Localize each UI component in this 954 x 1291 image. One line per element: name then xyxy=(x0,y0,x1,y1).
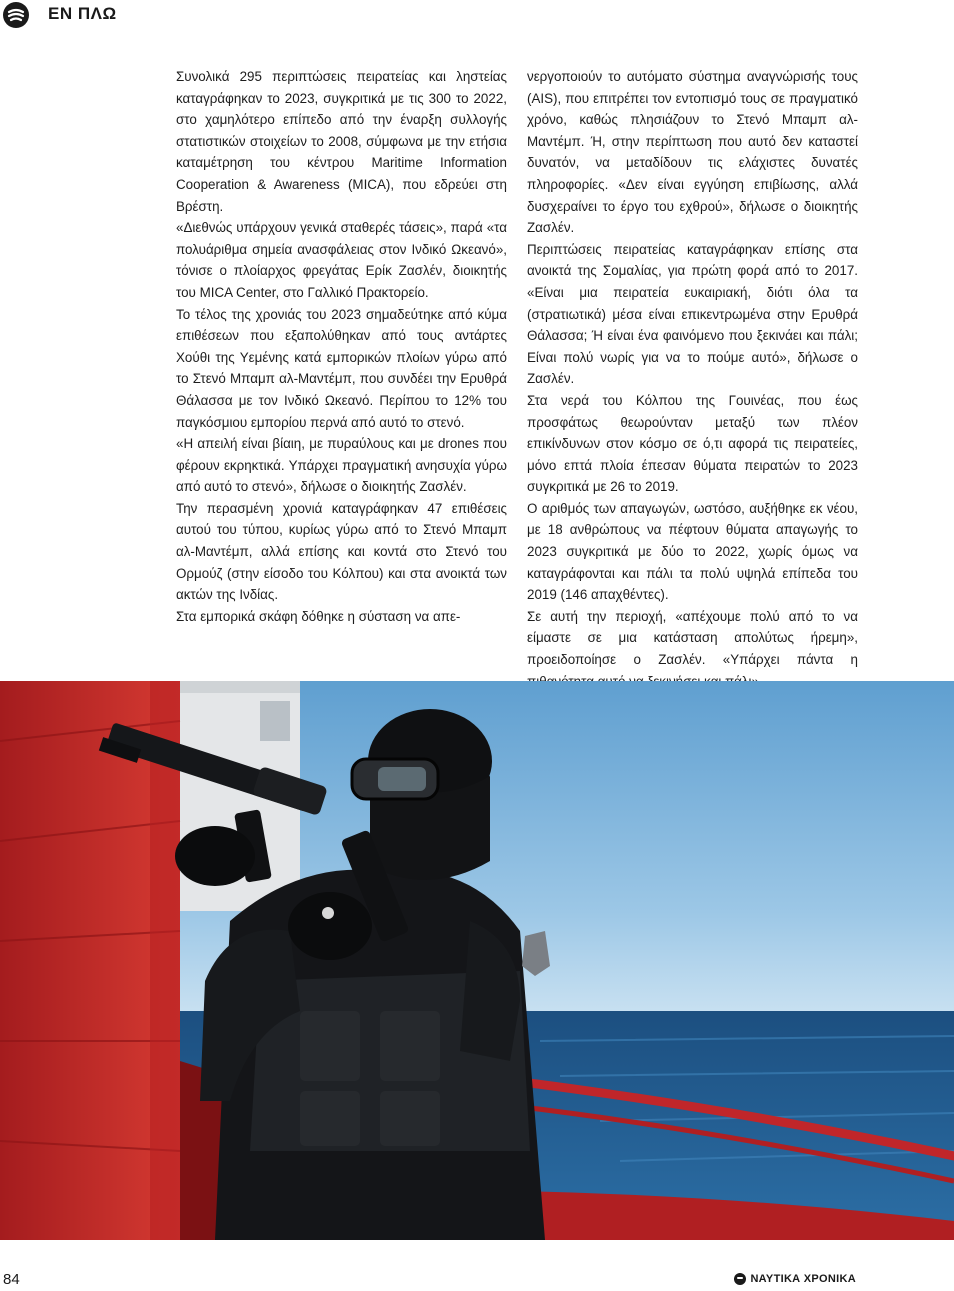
footer-brand xyxy=(734,1273,856,1285)
footer-brand-label: ΝΑΥΤΙΚΑ ΧΡΟΝΙΚΑ xyxy=(750,1273,856,1285)
wave-logo-icon xyxy=(734,1273,746,1285)
article-paragraph: Το τέλος της χρονιάς του 2023 σημαδεύτηκε από κύμα επιθέσεων που εξαπολύθηκαν από τους αντάρτες Χούθι της Υεμένης κατά εμπορικών πλοίων γύρω από το Στενό Μπαμπ αλ-Μαντέμπ, που συνδέει την Ερυθρά Θάλασσα με τον Ινδικό Ωκεανό. Περίπου το 12% του παγκόσμιου εμπορίου περνά από αυτό το στενό. xyxy=(176,306,507,430)
wave-logo-icon xyxy=(3,2,29,28)
right-glove xyxy=(288,892,372,960)
page-number: 84 xyxy=(3,1271,20,1288)
article-paragraph: Συνολικά 295 περιπτώσεις πειρατείας και ληστείας καταγράφηκαν το 2023, συγκριτικά με τις 300 το 2022, στο χαμηλότερο επίπεδο από την έναρξη συλλογής στατιστικών στοιχείων το 2008, σύμφωνα με την ετήσια καταμέτρηση του κέντρου Maritime Information Cooperation & Awareness (MICA), που εδρεύει στη Βρέστη. xyxy=(176,69,507,214)
article-left-column xyxy=(176,66,507,627)
article-paragraph: «Διεθνώς υπάρχουν γενικά σταθερές τάσεις», παρά «τα πολυάριθμα σημεία ανασφάλειας στον Ινδικό Ωκεανό», τόνισε ο πλοίαρχος φρεγάτας Ερίκ Ζασλέν, διοικητής του MICA Center, στο Γαλλικό Πρακτορείο. xyxy=(176,220,507,300)
left-glove xyxy=(175,826,255,886)
article-paragraph: Στα εμπορικά σκάφη δόθηκε η σύσταση να απε- xyxy=(176,608,461,624)
article-photo xyxy=(0,681,954,1240)
article-paragraph: Σε αυτή την περιοχή, «απέχουμε πολύ από το να είμαστε σε μια κατάσταση απολύτως ήρεμη», προειδοποίησε ο Ζασλέν. «Υπάρχει πάντα η xyxy=(527,608,858,668)
article-paragraph: Στα νερά του Κόλπου της Γουινέας, που έως προσφάτως θεωρούνταν μεταξύ των πλέον επικίνδυνων στον κόσμο σε ό,τι αφορά τις πειρατείες, μόνο επτά πλοία έπεσαν θύματα πειρατών το 2023 συγκριτικά με 26 το 2019. xyxy=(527,392,858,495)
article-paragraph: Την περασμένη χρονιά καταγράφηκαν 47 επιθέσεις αυτού του τύπου, κυρίως γύρω από το Στενό Μπαμπ αλ-Μαντέμπ, αλλά επίσης και κοντά στο Στενό του Ορμούζ (στην είσοδο του Κόλπου) και στα ανοικτά των ακτών της Ινδίας. xyxy=(176,500,507,603)
article-paragraph: Ο αριθμός των απαγωγών, ωστόσο, αυξήθηκε εκ νέου, με 18 ανθρώπους να πέφτουν θύματα απαγωγής το 2023 συγκριτικά με δύο το 2022, χωρίς όμως να καταγράφονται και πάλι τα πολύ υψηλά επίπεδα του 2019 (146 απαχθέντες). xyxy=(527,500,858,603)
article-paragraph: νεργοποιούν το αυτόματο σύστημα αναγνώρισής τους (AIS), που επιτρέπει τον εντοπισμό τους σε πραγματικό χρόνο, καθώς πλησιάζουν το Στενό Μπαμπ αλ-Μαντέμπ. Ή, στην περίπτωση που αυτό δεν καταστεί δυνατόν, να μεταδίδουν τις ελάχιστες δυνατές πληροφορίες. «Δεν είναι εγγύηση επιβίωσης, αλλά δυσχεραίνει το έργο του εχθρού», δήλωσε ο διοικητής Ζασλέν. xyxy=(527,69,858,236)
article-right-column xyxy=(527,66,858,692)
section-title: ΕΝ ΠΛΩ xyxy=(48,4,117,23)
article-paragraph: «Η απειλή είναι βίαιη, με πυραύλους και με drones που φέρουν εκρηκτικά. Υπάρχει πραγματική ανησυχία γύρω από αυτό το στενό», δήλωσε ο διοικητής Ζασλέν. xyxy=(176,436,507,495)
article-paragraph: Περιπτώσεις πειρατείας καταγράφηκαν επίσης στα ανοικτά της Σομαλίας, για πρώτη φορά από το 2017. «Είναι μια πειρατεία ευκαιριακή, διότι όλα τα (στρατιωτικά) μέσα είναι επικεντρωμένα στην Ερυθρά Θάλασσα; Ή είναι ένα φαινόμενο που ξεκινάει και πάλι; Είναι πολύ νωρίς για να το πούμε αυτό», δήλωσε ο Ζασλέν. xyxy=(527,241,858,387)
